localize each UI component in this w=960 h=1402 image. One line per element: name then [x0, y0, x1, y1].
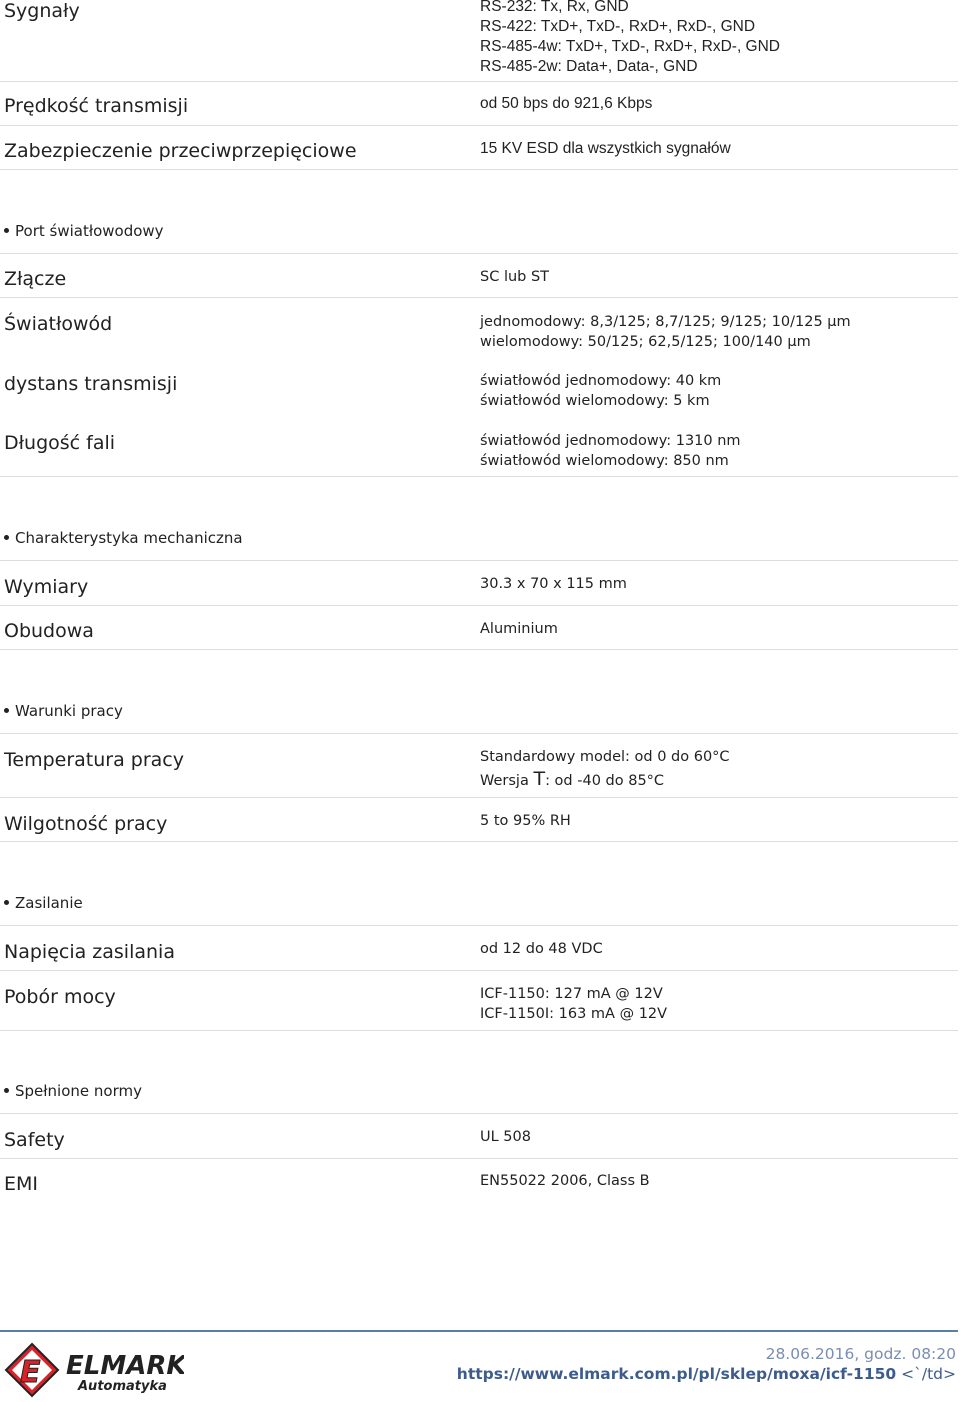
value-surge	[480, 139, 731, 159]
divider	[0, 476, 958, 477]
divider	[0, 1113, 958, 1114]
value-line: od 12 do 48 VDC	[480, 941, 603, 957]
value-line: Wersja T: od -40 do 85°C	[480, 768, 665, 790]
label-wavelength: Długość fali	[4, 432, 116, 454]
value-line: UL 508	[480, 1129, 531, 1145]
label-consumption: Pobór mocy	[4, 986, 116, 1008]
elmark-logo-icon	[4, 1342, 184, 1398]
bullet-icon	[4, 535, 9, 540]
value-line: światłowód wielomodowy: 850 nm	[480, 453, 729, 469]
divider	[0, 605, 958, 606]
value-line: SC lub ST	[480, 269, 550, 285]
value-line: ICF-1150I: 163 mA @ 12V	[480, 1006, 668, 1022]
value-line: światłowód wielomodowy: 5 km	[480, 393, 710, 409]
section-title-power: Zasilanie	[4, 894, 83, 912]
value-signals	[480, 0, 780, 77]
value-line: 5 to 95% RH	[480, 813, 571, 829]
bullet-icon	[4, 708, 9, 713]
value-housing	[480, 619, 558, 639]
value-line: jednomodowy: 8,3/125; 8,7/125; 9/125; 10/125 µm	[480, 314, 851, 330]
value-consumption	[480, 984, 667, 1024]
value-dimensions	[480, 574, 627, 594]
label-safety: Safety	[4, 1129, 65, 1151]
value-distance	[480, 371, 721, 411]
footer-date: 28.06.2016, godz. 08:20	[765, 1345, 956, 1363]
bullet-icon	[4, 228, 9, 233]
divider	[0, 1158, 958, 1159]
label-emi: EMI	[4, 1173, 39, 1195]
section-title-fiber: Port światłowodowy	[4, 222, 164, 240]
label-fiber: Światłowód	[4, 313, 113, 335]
divider	[0, 841, 958, 842]
svg-text:Automatyka: Automatyka	[78, 1379, 167, 1394]
label-connector: Złącze	[4, 268, 67, 290]
section-title-standards: Spełnione normy	[4, 1082, 142, 1100]
label-distance: dystans transmisji	[4, 373, 178, 395]
value-fiber	[480, 312, 851, 352]
value-speed	[480, 94, 652, 114]
elmark-logo[interactable]	[4, 1342, 184, 1398]
divider	[0, 297, 958, 298]
divider	[0, 560, 958, 561]
bullet-icon	[4, 1088, 9, 1093]
value-line: światłowód jednomodowy: 1310 nm	[480, 433, 741, 449]
divider	[0, 125, 958, 126]
value-line: RS-485-2w: Data+, Data-, GND	[480, 58, 698, 75]
value-line: wielomodowy: 50/125; 62,5/125; 100/140 µm	[480, 334, 811, 350]
svg-text:E: E	[20, 1355, 41, 1390]
label-voltage: Napięcia zasilania	[4, 941, 175, 963]
divider	[0, 649, 958, 650]
value-line: ICF-1150: 127 mA @ 12V	[480, 986, 663, 1002]
label-humidity: Wilgotność pracy	[4, 813, 168, 835]
label-speed: Prędkość transmisji	[4, 95, 189, 117]
value-line: EN55022 2006, Class B	[480, 1173, 650, 1189]
value-temperature	[480, 747, 730, 791]
value-line: 30.3 x 70 x 115 mm	[480, 576, 627, 592]
value-line: 15 KV ESD dla wszystkich sygnałów	[480, 140, 731, 157]
value-emi	[480, 1171, 650, 1191]
footer-url-tail: <`/td>	[896, 1365, 956, 1383]
label-temperature: Temperatura pracy	[4, 749, 184, 771]
footer-divider	[0, 1330, 958, 1332]
value-connector	[480, 267, 549, 287]
divider	[0, 797, 958, 798]
divider	[0, 970, 958, 971]
value-line: światłowód jednomodowy: 40 km	[480, 373, 722, 389]
value-line: Aluminium	[480, 621, 558, 637]
label-dimensions: Wymiary	[4, 576, 89, 598]
value-line: RS-422: TxD+, TxD-, RxD+, RxD-, GND	[480, 18, 756, 35]
divider	[0, 925, 958, 926]
divider	[0, 1030, 958, 1031]
value-line: Standardowy model: od 0 do 60°C	[480, 749, 730, 765]
label-housing: Obudowa	[4, 620, 94, 642]
divider	[0, 733, 958, 734]
label-signals: Sygnały	[4, 0, 80, 22]
bullet-icon	[4, 900, 9, 905]
value-line: od 50 bps do 921,6 Kbps	[480, 95, 653, 112]
label-surge: Zabezpieczenie przeciwprzepięciowe	[4, 140, 357, 162]
value-humidity	[480, 811, 571, 831]
divider	[0, 253, 958, 254]
footer-url	[457, 1365, 956, 1383]
divider	[0, 169, 958, 170]
value-voltage	[480, 939, 603, 959]
svg-text:ELMARK: ELMARK	[66, 1351, 184, 1381]
section-title-environment: Warunki pracy	[4, 702, 123, 720]
value-line: RS-485-4w: TxD+, TxD-, RxD+, RxD-, GND	[480, 38, 781, 55]
value-wavelength	[480, 431, 741, 471]
value-line: RS-232: Tx, Rx, GND	[480, 0, 629, 15]
divider	[0, 81, 958, 82]
value-safety	[480, 1127, 531, 1147]
product-link[interactable]: https://www.elmark.com.pl/pl/sklep/moxa/icf-1150	[456, 1365, 897, 1383]
section-title-mechanical: Charakterystyka mechaniczna	[4, 529, 243, 547]
